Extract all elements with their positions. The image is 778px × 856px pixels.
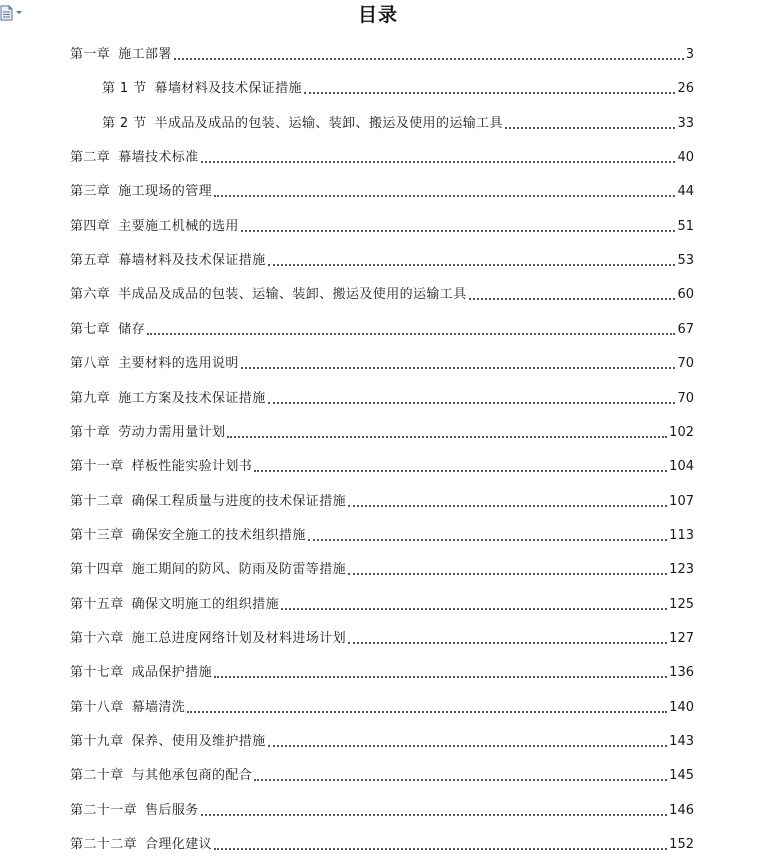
toc-entry-page-number: 67 bbox=[677, 321, 694, 337]
toc-entry-number: 第十章 bbox=[70, 424, 111, 440]
toc-entry-label bbox=[70, 355, 240, 373]
toc-entry-title: 半成品及成品的包装、运输、装卸、搬运及使用的运输工具 bbox=[118, 287, 467, 303]
toc-entry-number: 第十八章 bbox=[70, 699, 124, 715]
toc-entry-title: 幕墙材料及技术保证措施 bbox=[118, 253, 266, 269]
toc-dot-leader bbox=[214, 848, 667, 850]
toc-entry[interactable] bbox=[70, 214, 694, 236]
toc-entry-page-number: 40 bbox=[677, 150, 694, 166]
toc-entry[interactable] bbox=[70, 386, 694, 408]
toc-entry-number: 第八章 bbox=[70, 356, 111, 372]
toc-entry-label bbox=[70, 149, 200, 167]
toc-entry-page-number: 3 bbox=[685, 47, 694, 62]
toc-dot-leader bbox=[174, 58, 684, 60]
toc-entry-page-number: 143 bbox=[669, 734, 694, 749]
toc-entry-title: 半成品及成品的包装、运输、装卸、搬运及使用的运输工具 bbox=[154, 115, 503, 131]
toc-entry-label bbox=[70, 252, 267, 270]
toc-entry-label bbox=[102, 80, 303, 98]
toc-entry-label bbox=[70, 836, 213, 854]
toc-entry-page-number: 102 bbox=[669, 424, 694, 440]
toc-entry-page-number: 53 bbox=[677, 253, 694, 269]
toc-entry-title: 与其他承包商的配合 bbox=[131, 768, 253, 784]
toc-entry-title: 劳动力需用量计划 bbox=[118, 424, 226, 440]
toc-entry-label bbox=[70, 458, 253, 476]
toc-entry[interactable] bbox=[70, 489, 694, 511]
toc-entry-number: 第五章 bbox=[70, 253, 111, 269]
toc-dot-leader bbox=[348, 573, 667, 575]
toc-entry-page-number: 145 bbox=[669, 768, 694, 784]
toc-entry-label bbox=[70, 802, 200, 820]
toc-entry-number: 第十三章 bbox=[70, 527, 124, 543]
toc-entry-page-number: 70 bbox=[677, 390, 694, 406]
toc-entry-label bbox=[70, 321, 146, 339]
toc-entry[interactable] bbox=[70, 42, 694, 64]
toc-entry-page-number: 33 bbox=[677, 115, 694, 131]
toc-entry-label bbox=[70, 183, 213, 201]
toc-dot-leader bbox=[348, 505, 667, 507]
toc-entry-number: 第九章 bbox=[70, 390, 111, 406]
toc-entry[interactable] bbox=[70, 145, 694, 167]
toc-entry-label bbox=[70, 767, 253, 785]
toc-entry-page-number: 60 bbox=[677, 287, 694, 303]
toc-entry-title: 施工期间的防风、防雨及防雷等措施 bbox=[131, 562, 347, 578]
toc-entry-label bbox=[70, 733, 267, 751]
toc-dot-leader bbox=[214, 676, 667, 678]
toc-entry-label bbox=[70, 699, 186, 717]
toc-entry-number: 第六章 bbox=[70, 287, 111, 303]
toc-dot-leader bbox=[187, 711, 667, 713]
toc-entry-number: 第 1 节 bbox=[102, 81, 147, 97]
toc-entry-number: 第四章 bbox=[70, 218, 111, 234]
toc-entry[interactable] bbox=[70, 626, 694, 648]
toc-entry[interactable] bbox=[70, 179, 694, 201]
toc-entry[interactable] bbox=[70, 557, 694, 579]
toc-entry-page-number: 113 bbox=[669, 527, 694, 543]
toc-entry-page-number: 125 bbox=[669, 596, 694, 612]
toc-entry-page-number: 123 bbox=[669, 562, 694, 578]
toc-entry-title: 保养、使用及维护措施 bbox=[131, 734, 266, 749]
toc-entry-number: 第二十一章 bbox=[70, 802, 138, 818]
page-title: 目录 bbox=[357, 4, 398, 26]
toc-entry-title: 主要材料的选用说明 bbox=[118, 356, 239, 372]
toc-entry-page-number: 107 bbox=[669, 493, 694, 509]
toc-dot-leader bbox=[241, 230, 676, 232]
toc-entry-number: 第三章 bbox=[70, 184, 111, 200]
toc-entry-label bbox=[70, 218, 240, 236]
toc-entry-label bbox=[70, 286, 468, 304]
toc-entry-label bbox=[102, 115, 504, 133]
toc-entry-number: 第二章 bbox=[70, 150, 111, 166]
toc-entry[interactable] bbox=[70, 317, 694, 339]
toc-entry-page-number: 44 bbox=[677, 184, 694, 200]
toc-entry[interactable] bbox=[70, 695, 694, 717]
toc-dot-leader bbox=[268, 264, 676, 266]
toc-dot-leader bbox=[505, 127, 676, 129]
toc-entry-label bbox=[70, 561, 347, 579]
toc-entry-title: 施工现场的管理 bbox=[118, 184, 213, 200]
toc-entry-number: 第十九章 bbox=[70, 734, 124, 749]
toc-entry-label bbox=[70, 46, 173, 64]
toc-entry-label bbox=[70, 390, 267, 408]
toc-entry[interactable] bbox=[70, 523, 694, 545]
toc-dot-leader bbox=[469, 298, 676, 300]
toc-entry-number: 第 2 节 bbox=[102, 115, 147, 131]
toc-entry[interactable] bbox=[70, 351, 694, 373]
toc-entry[interactable] bbox=[102, 76, 694, 98]
toc-entry-title: 幕墙技术标准 bbox=[118, 150, 199, 166]
toc-entry-title: 幕墙清洗 bbox=[131, 699, 186, 715]
toc-entry-title: 施工方案及技术保证措施 bbox=[118, 390, 266, 406]
toc-entry[interactable] bbox=[70, 454, 694, 476]
toc-entry-page-number: 70 bbox=[677, 356, 694, 372]
toc-entry-label bbox=[70, 630, 347, 648]
toc-entry-label bbox=[70, 424, 226, 442]
toc-entry[interactable] bbox=[70, 248, 694, 270]
toc-entry[interactable] bbox=[70, 282, 694, 304]
toc-dot-leader bbox=[348, 642, 667, 644]
toc-entry-number: 第十一章 bbox=[70, 459, 124, 475]
toc-entry-page-number: 104 bbox=[669, 459, 694, 475]
toc-entry[interactable] bbox=[70, 763, 694, 785]
toc-entry-number: 第十四章 bbox=[70, 562, 124, 578]
toc-dot-leader bbox=[214, 195, 675, 197]
toc-entry-title: 幕墙材料及技术保证措施 bbox=[154, 81, 302, 97]
toc-entry-page-number: 140 bbox=[669, 699, 694, 715]
toc-dot-leader bbox=[304, 92, 676, 94]
toc-dot-leader bbox=[227, 436, 667, 438]
toc-entry[interactable] bbox=[70, 660, 694, 682]
toc-entry-page-number: 136 bbox=[669, 665, 694, 681]
toc-dot-leader bbox=[254, 470, 667, 472]
toc-entry[interactable] bbox=[70, 592, 694, 614]
toc-entry[interactable] bbox=[70, 798, 694, 820]
toc-entry[interactable] bbox=[70, 832, 694, 854]
toc-dot-leader bbox=[268, 402, 676, 404]
toc-entry-page-number: 51 bbox=[677, 218, 694, 234]
toc-entry[interactable] bbox=[70, 420, 694, 442]
toc-entry-title: 合理化建议 bbox=[145, 837, 213, 853]
toc-entry-number: 第二十二章 bbox=[70, 837, 138, 853]
toc-entry[interactable] bbox=[102, 111, 694, 133]
toc-entry-page-number: 152 bbox=[669, 837, 694, 853]
toc-entry-label bbox=[70, 493, 347, 511]
toc-entry[interactable] bbox=[70, 729, 694, 751]
toc-entry-number: 第一章 bbox=[70, 47, 111, 62]
toc-entry-title: 施工总进度网络计划及材料进场计划 bbox=[131, 630, 347, 646]
toc-dot-leader bbox=[241, 367, 676, 369]
toc-dot-leader bbox=[268, 745, 668, 747]
toc-entry-title: 确保安全施工的技术组织措施 bbox=[131, 527, 306, 543]
toc-entry-label bbox=[70, 596, 280, 614]
toc-entry-page-number: 127 bbox=[669, 630, 694, 646]
toc-entry-number: 第二十章 bbox=[70, 768, 124, 784]
toc-entry-number: 第十六章 bbox=[70, 630, 124, 646]
toc-entry-title: 成品保护措施 bbox=[131, 665, 213, 681]
toc-dot-leader bbox=[147, 333, 675, 335]
toc-entry-title: 主要施工机械的选用 bbox=[118, 218, 239, 234]
toc-entry-page-number: 146 bbox=[669, 802, 694, 818]
toc-dot-leader bbox=[201, 814, 668, 816]
toc-dot-leader bbox=[308, 539, 667, 541]
toc-entry-number: 第七章 bbox=[70, 321, 111, 337]
toc-entry-title: 售后服务 bbox=[145, 802, 199, 818]
toc-entry-number: 第十五章 bbox=[70, 596, 124, 612]
toc-dot-leader bbox=[281, 608, 667, 610]
toc-dot-leader bbox=[254, 779, 667, 781]
toc-entry-page-number: 26 bbox=[677, 81, 694, 97]
toc-entry-title: 施工部署 bbox=[118, 47, 172, 62]
toc-entry-number: 第十二章 bbox=[70, 493, 124, 509]
toc-entry-title: 储存 bbox=[118, 321, 146, 337]
toc-entry-title: 样板性能实验计划书 bbox=[131, 459, 253, 475]
toc-entry-title: 确保文明施工的组织措施 bbox=[131, 596, 280, 612]
toc-entry-number: 第十七章 bbox=[70, 665, 124, 681]
toc-dot-leader bbox=[201, 161, 676, 163]
toc-entry-label bbox=[70, 664, 213, 682]
toc-entry-title: 确保工程质量与进度的技术保证措施 bbox=[131, 493, 347, 509]
toc-entry-label bbox=[70, 527, 307, 545]
